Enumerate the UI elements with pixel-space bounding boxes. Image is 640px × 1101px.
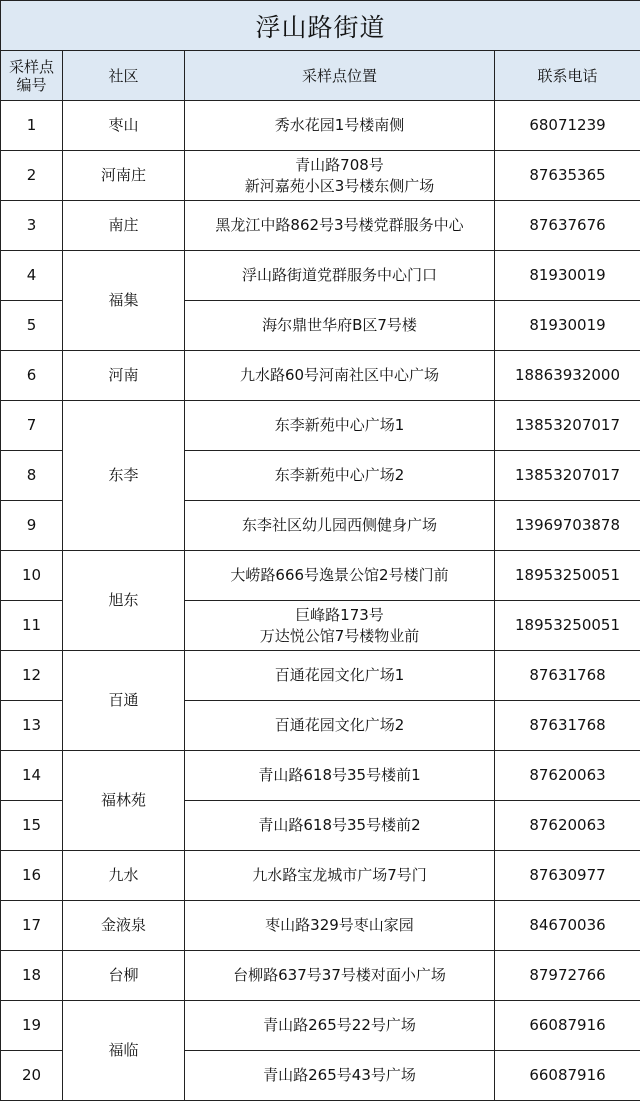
table-row [1, 751, 640, 801]
contact-phone: 87631768 [495, 651, 640, 701]
header-site-number [1, 51, 63, 101]
contact-phone: 87637676 [495, 201, 640, 251]
header-location: 采样点位置 [185, 51, 495, 101]
contact-phone: 68071239 [495, 101, 640, 151]
community-name: 南庄 [63, 201, 185, 251]
site-location-line: 新河嘉苑小区3号楼东侧广场 [185, 176, 494, 197]
contact-phone: 66087916 [495, 1051, 640, 1101]
contact-phone: 84670036 [495, 901, 640, 951]
site-location-line: 台柳路637号37号楼对面小广场 [185, 965, 494, 986]
contact-phone: 66087916 [495, 1001, 640, 1051]
community-name: 金液泉 [63, 901, 185, 951]
site-location [185, 651, 495, 701]
site-location [185, 801, 495, 851]
table-row [1, 401, 640, 451]
site-location [185, 1051, 495, 1101]
table-row [1, 551, 640, 601]
site-location-line: 九水路宝龙城市广场7号门 [185, 865, 494, 886]
site-number: 1 [1, 101, 63, 151]
site-location-line: 青山路708号 [185, 155, 494, 176]
site-number: 12 [1, 651, 63, 701]
site-number: 16 [1, 851, 63, 901]
site-number: 11 [1, 601, 63, 651]
contact-phone: 81930019 [495, 301, 640, 351]
site-number: 6 [1, 351, 63, 401]
community-name: 枣山 [63, 101, 185, 151]
contact-phone: 87972766 [495, 951, 640, 1001]
site-location-line: 黑龙江中路862号3号楼党群服务中心 [185, 215, 494, 236]
site-location [185, 1001, 495, 1051]
site-location-line: 海尔鼎世华府B区7号楼 [185, 315, 494, 336]
header-row [1, 51, 640, 101]
site-number: 10 [1, 551, 63, 601]
site-number: 17 [1, 901, 63, 951]
community-name: 九水 [63, 851, 185, 901]
site-location [185, 951, 495, 1001]
site-location [185, 851, 495, 901]
table-row [1, 251, 640, 301]
site-location [185, 501, 495, 551]
community-name: 台柳 [63, 951, 185, 1001]
table-row [1, 851, 640, 901]
table-row [1, 201, 640, 251]
site-location [185, 151, 495, 201]
community-name: 福集 [63, 251, 185, 351]
site-number: 19 [1, 1001, 63, 1051]
site-number: 2 [1, 151, 63, 201]
table-row [1, 651, 640, 701]
community-name: 东李 [63, 401, 185, 551]
table-row [1, 901, 640, 951]
site-location [185, 451, 495, 501]
table-row [1, 351, 640, 401]
header-community: 社区 [63, 51, 185, 101]
site-number: 7 [1, 401, 63, 451]
site-location-line: 青山路265号43号广场 [185, 1065, 494, 1086]
site-location [185, 351, 495, 401]
table-row [1, 101, 640, 151]
site-location-line: 东李社区幼儿园西侧健身广场 [185, 515, 494, 536]
site-location-line: 枣山路329号枣山家园 [185, 915, 494, 936]
site-location-line: 百通花园文化广场1 [185, 665, 494, 686]
site-number: 20 [1, 1051, 63, 1101]
site-location-line: 秀水花园1号楼南侧 [185, 115, 494, 136]
site-location-line: 万达悦公馆7号楼物业前 [185, 626, 494, 647]
site-location-line: 东李新苑中心广场2 [185, 465, 494, 486]
site-number: 3 [1, 201, 63, 251]
site-location-line: 大崂路666号逸景公馆2号楼门前 [185, 565, 494, 586]
site-number: 9 [1, 501, 63, 551]
site-number: 5 [1, 301, 63, 351]
community-name: 福临 [63, 1001, 185, 1101]
community-name: 旭东 [63, 551, 185, 651]
site-number: 15 [1, 801, 63, 851]
header-phone: 联系电话 [495, 51, 640, 101]
site-location [185, 751, 495, 801]
table-body [1, 101, 640, 1101]
site-location [185, 551, 495, 601]
site-location [185, 401, 495, 451]
site-location [185, 601, 495, 651]
table-title: 浮山路街道 [1, 1, 640, 51]
contact-phone: 13853207017 [495, 451, 640, 501]
site-location [185, 251, 495, 301]
site-location-line: 青山路618号35号楼前1 [185, 765, 494, 786]
site-number: 13 [1, 701, 63, 751]
contact-phone: 18863932000 [495, 351, 640, 401]
table-row [1, 1001, 640, 1051]
table-row [1, 951, 640, 1001]
site-location [185, 201, 495, 251]
site-number: 14 [1, 751, 63, 801]
contact-phone: 87635365 [495, 151, 640, 201]
contact-phone: 13969703878 [495, 501, 640, 551]
site-location [185, 901, 495, 951]
site-number: 8 [1, 451, 63, 501]
contact-phone: 87631768 [495, 701, 640, 751]
site-location-line: 浮山路街道党群服务中心门口 [185, 265, 494, 286]
site-location-line: 百通花园文化广场2 [185, 715, 494, 736]
community-name: 福林苑 [63, 751, 185, 851]
contact-phone: 81930019 [495, 251, 640, 301]
site-number: 4 [1, 251, 63, 301]
site-location [185, 701, 495, 751]
site-location-line: 东李新苑中心广场1 [185, 415, 494, 436]
site-location [185, 101, 495, 151]
table-row [1, 151, 640, 201]
contact-phone: 13853207017 [495, 401, 640, 451]
site-number: 18 [1, 951, 63, 1001]
site-location-line: 青山路618号35号楼前2 [185, 815, 494, 836]
community-name: 百通 [63, 651, 185, 751]
contact-phone: 87630977 [495, 851, 640, 901]
contact-phone: 18953250051 [495, 601, 640, 651]
header-site-number-line1: 采样点 [1, 58, 62, 76]
contact-phone: 87620063 [495, 801, 640, 851]
site-location-line: 九水路60号河南社区中心广场 [185, 365, 494, 386]
header-site-number-line2: 编号 [1, 76, 62, 94]
community-name: 河南庄 [63, 151, 185, 201]
contact-phone: 18953250051 [495, 551, 640, 601]
site-location [185, 301, 495, 351]
community-name: 河南 [63, 351, 185, 401]
site-location-line: 青山路265号22号广场 [185, 1015, 494, 1036]
contact-phone: 87620063 [495, 751, 640, 801]
site-location-line: 巨峰路173号 [185, 605, 494, 626]
